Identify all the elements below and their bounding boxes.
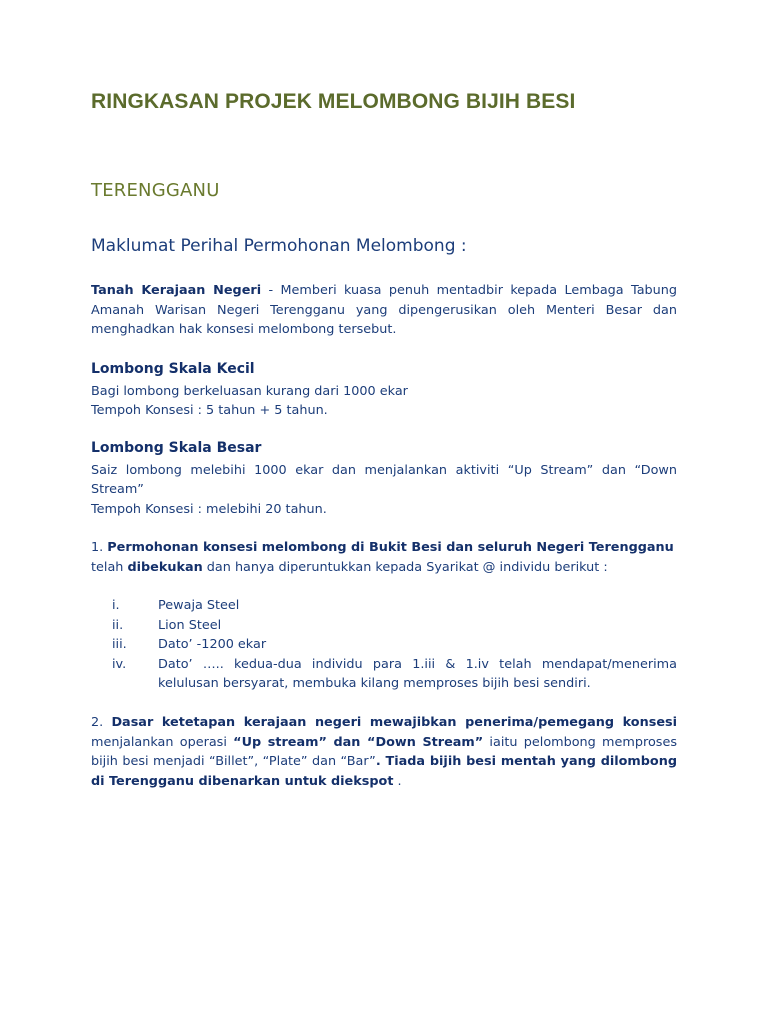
list-item [91,635,677,655]
besar-section [91,439,677,519]
tanah-label: Tanah Kerajaan Negeri [91,283,262,298]
p2-text1: menjalankan operasi [91,734,234,750]
list-item [91,596,677,616]
p1-text2: dan hanya diperuntukkan kepada Syarikat @ individu berikut : [202,559,608,575]
list-item [91,655,677,694]
list-text: Pewaja Steel [158,598,240,613]
p2-bold2: “Up stream” dan “Down Stream” [233,734,484,750]
p2-text2: iaitu pelombong memproses bijih besi menjadi “Billet”, “Plate” dan “Bar” [91,734,677,769]
besar-heading: Lombong Skala Besar [91,440,262,456]
company-list [91,596,677,694]
list-text: Dato’ ….. kedua-dua individu para 1.iii & 1.iv telah mendapat/menerima kelulusan bersyarat, membuka kilang memproses bijih besi sendiri. [158,656,677,691]
p2-bold1: Dasar ketetapan kerajaan negeri mewajibkan penerima/pemegang konsesi [111,715,678,730]
besar-line1: Saiz lombong melebihi 1000 ekar dan menjalankan aktiviti “Up Stream” dan “Down Stream” [91,462,677,497]
besar-line2: Tempoh Konsesi : melebihi 20 tahun. [91,501,327,517]
p2-bold3: . Tiada bijih besi mentah yang dilombong di Terengganu dibenarkan untuk diekspot [91,754,677,789]
state-heading: TERENGGANU [91,180,220,201]
p1-text1: telah [91,559,128,575]
document-title: RINGKASAN PROJEK MELOMBONG BIJIH BESI [91,90,576,113]
list-item [91,616,677,636]
list-text: Lion Steel [158,617,222,633]
kecil-line1: Bagi lombong berkeluasan kurang dari 1000 ekar [91,383,408,399]
list-number: ii. [112,617,124,633]
p2-number: 2. [91,715,112,730]
list-number: iv. [112,656,127,672]
kecil-section [91,360,677,421]
p1-bold1: Permohonan konsesi melombong di Bukit Besi dan seluruh Negeri Terengganu [107,540,674,555]
paragraph-1 [91,538,677,577]
info-heading: Maklumat Perihal Permohonan Melombong : [91,236,467,256]
kecil-heading: Lombong Skala Kecil [91,361,255,377]
list-number: iii. [112,637,127,652]
list-text: Dato’ -1200 ekar [158,637,267,652]
p1-bold2: dibekukan [127,559,203,575]
list-number: i. [112,598,120,613]
kecil-line2: Tempoh Konsesi : 5 tahun + 5 tahun. [91,403,328,418]
p1-number: 1. [91,540,108,555]
tanah-text: - Memberi kuasa penuh mentadbir kepada Lembaga Tabung Amanah Warisan Negeri Terengganu yang dipengerusikan oleh Menteri Besar dan menghadkan hak konsesi melombong tersebut. [91,283,678,337]
tanah-paragraph [91,281,677,340]
p2-text3: . [393,773,402,789]
paragraph-2 [91,713,677,791]
